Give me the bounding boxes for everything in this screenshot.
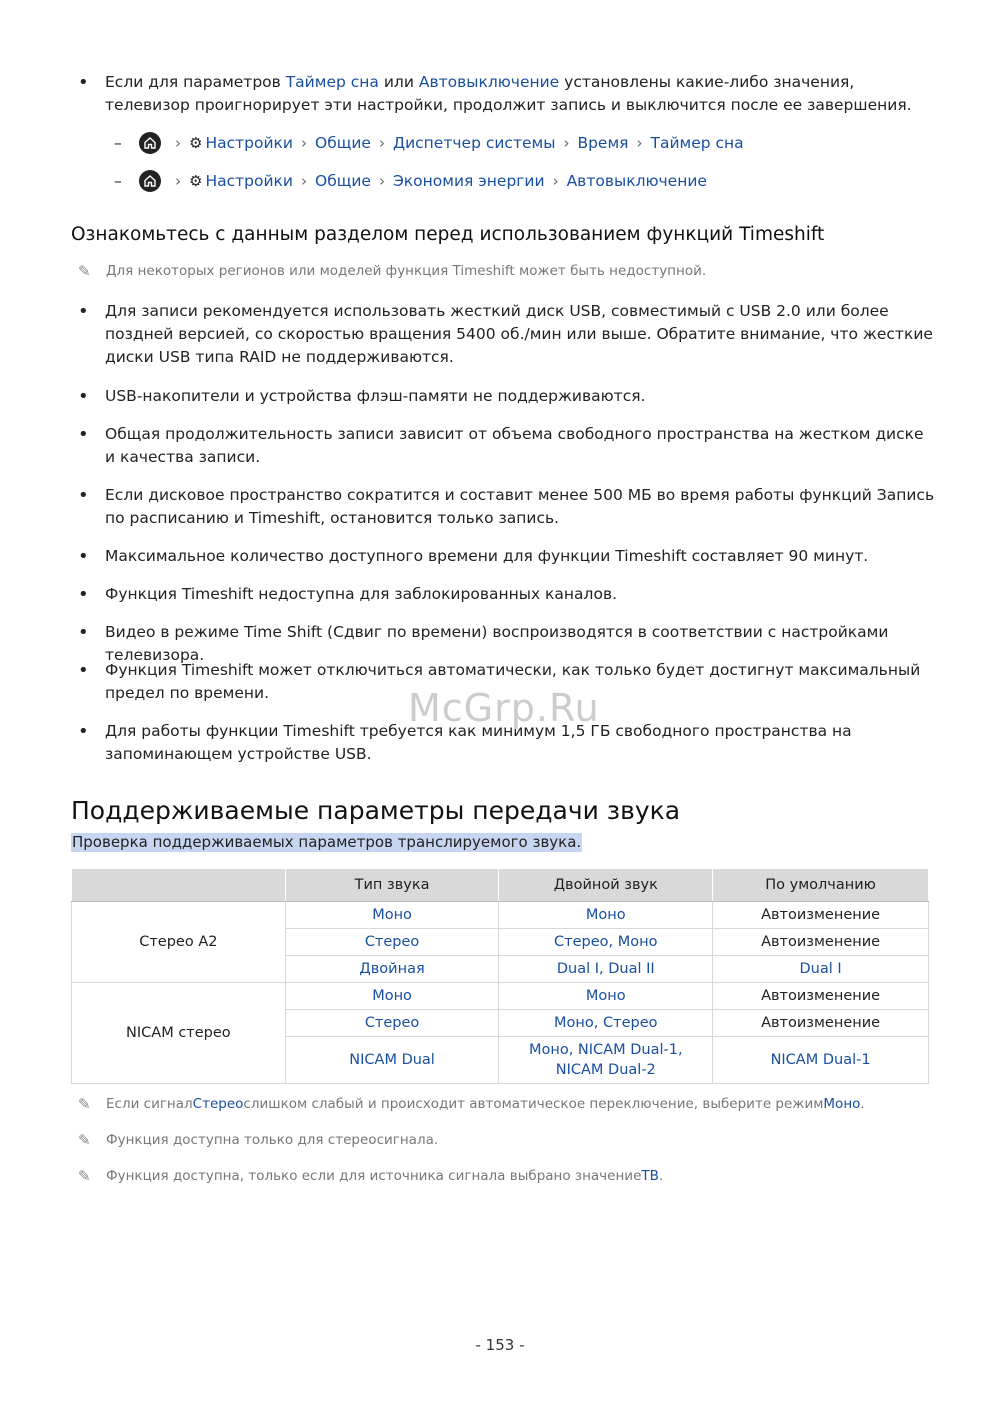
- cell-type: Стерео: [285, 1010, 499, 1037]
- cell-dual: Моно: [499, 902, 713, 929]
- tv-term: ТВ: [641, 1168, 659, 1184]
- stereo-term: Стерео: [192, 1096, 244, 1112]
- note-text: Если сигнал: [106, 1096, 193, 1112]
- intro-text-pre: Если для параметров: [105, 73, 286, 91]
- header-dual-sound: Двойной звук: [499, 869, 713, 902]
- cell-default: Автоизменение: [713, 902, 929, 929]
- table-row: [72, 902, 929, 929]
- cell-dual: Моно: [499, 983, 713, 1010]
- timeshift-note: [78, 262, 706, 280]
- chevron-right-icon: ›: [175, 172, 181, 190]
- home-icon: [139, 132, 161, 154]
- menu-path-auto-off: [114, 169, 707, 193]
- cell-type: Стерео: [285, 929, 499, 956]
- note-text: Функция доступна, только если для источника сигнала выбрано значение: [106, 1168, 642, 1184]
- intro-list: [78, 71, 938, 117]
- sleep-timer-term: Таймер сна: [285, 73, 379, 91]
- cell-default: Автоизменение: [713, 1010, 929, 1037]
- page-number: - 153 -: [475, 1336, 525, 1354]
- chevron-right-icon: ›: [175, 134, 181, 152]
- list-item: • Для записи рекомендуется использовать жесткий диск USB, совместимый с USB 2.0 или более поздней версией, со скоростью вращения 5400 об./мин или выше. Обратите внимание, что жесткие диски USB типа RAID не поддерживаются.: [78, 300, 938, 369]
- path-item-general: Общие: [315, 172, 371, 190]
- group-a2-stereo: Стерео A2: [72, 902, 286, 983]
- path-item-settings: Настройки: [205, 134, 293, 152]
- path-item-time: Время: [577, 134, 629, 152]
- note-stereo-only: [78, 1131, 438, 1149]
- list-item: • Функция Timeshift недоступна для заблокированных каналов.: [78, 583, 938, 606]
- table-row: [72, 983, 929, 1010]
- gear-icon: ⚙: [189, 172, 203, 190]
- note-tv-source: [78, 1167, 663, 1185]
- cell-dual: Dual I, Dual II: [499, 956, 713, 983]
- cell-type: NICAM Dual: [285, 1037, 499, 1084]
- header-empty: [72, 869, 286, 902]
- pencil-icon: ✎: [78, 1095, 91, 1113]
- mono-term: Моно: [823, 1096, 861, 1112]
- cell-type: Моно: [285, 902, 499, 929]
- path-item-auto-off: Автовыключение: [566, 172, 707, 190]
- cell-dual-line1: Моно, NICAM Dual-1,: [528, 1042, 683, 1058]
- cell-dual: Моно, Стерео: [499, 1010, 713, 1037]
- cell-dual-line2: NICAM Dual-2: [555, 1062, 656, 1078]
- list-item: • Функция Timeshift может отключиться автоматически, как только будет достигнут максимальный предел по времени.: [78, 659, 938, 705]
- chevron-right-icon: ›: [301, 172, 307, 190]
- cell-default: Автоизменение: [713, 983, 929, 1010]
- intro-text-mid: или: [378, 73, 419, 91]
- watermark: McGrp.Ru: [408, 686, 600, 730]
- path-item-eco: Экономия энергии: [392, 172, 545, 190]
- note-text: .: [658, 1168, 664, 1184]
- timeshift-note-text: Для некоторых регионов или моделей функция Timeshift может быть недоступной.: [106, 263, 707, 279]
- table-header-row: [72, 869, 929, 902]
- note-text: слишком слабый и происходит автоматическое переключение, выберите режим: [243, 1096, 824, 1112]
- path-item-sleep-timer: Таймер сна: [650, 134, 744, 152]
- note-text: .: [860, 1096, 865, 1112]
- list-item: • Для работы функции Timeshift требуется как минимум 1,5 ГБ свободного пространства на запоминающем устройстве USB.: [78, 720, 938, 766]
- home-icon: [139, 170, 161, 192]
- path-dash: –: [114, 134, 122, 152]
- header-sound-type: Тип звука: [285, 869, 499, 902]
- chevron-right-icon: ›: [378, 134, 385, 152]
- path-item-system-manager: Диспетчер системы: [392, 134, 556, 152]
- menu-path-sleep-timer: [114, 131, 744, 155]
- gear-icon: ⚙: [189, 134, 203, 152]
- intro-bullet: [78, 71, 938, 117]
- list-item: • Видео в режиме Time Shift (Сдвиг по времени) воспроизводятся в соответствии с настройками телевизора.: [78, 621, 938, 667]
- list-item: • Общая продолжительность записи зависит от объема свободного пространства на жестком диске и качества записи.: [78, 423, 938, 469]
- chevron-right-icon: ›: [563, 134, 570, 152]
- note-text: Функция доступна только для стереосигнала.: [106, 1132, 439, 1148]
- list-item: • USB-накопители и устройства флэш-памяти не поддерживаются.: [78, 385, 938, 408]
- header-default: По умолчанию: [713, 869, 929, 902]
- path-item-settings: Настройки: [205, 172, 293, 190]
- cell-type: Двойная: [285, 956, 499, 983]
- cell-default: Dual I: [713, 956, 929, 983]
- chevron-right-icon: ›: [552, 172, 559, 190]
- group-nicam-stereo: NICAM стерео: [72, 983, 286, 1084]
- list-item: • Максимальное количество доступного времени для функции Timeshift составляет 90 минут.: [78, 545, 938, 568]
- cell-dual: Стерео, Моно: [499, 929, 713, 956]
- sound-heading: Поддерживаемые параметры передачи звука: [71, 796, 681, 825]
- cell-default: NICAM Dual-1: [713, 1037, 929, 1084]
- note-stereo-weak: [78, 1095, 865, 1113]
- chevron-right-icon: ›: [636, 134, 643, 152]
- path-item-general: Общие: [315, 134, 371, 152]
- path-dash: –: [114, 172, 122, 190]
- cell-type: Моно: [285, 983, 499, 1010]
- sound-table: [71, 868, 929, 1084]
- pencil-icon: ✎: [78, 1131, 91, 1149]
- cell-default: Автоизменение: [713, 929, 929, 956]
- list-item: • Если дисковое пространство сократится и составит менее 500 МБ во время работы функций Запись по расписанию и Timeshift, остановится только запись.: [78, 484, 938, 530]
- auto-power-off-term: Автовыключение: [418, 73, 560, 91]
- timeshift-heading: Ознакомьтесь с данным разделом перед использованием функций Timeshift: [71, 224, 825, 245]
- chevron-right-icon: ›: [378, 172, 385, 190]
- pencil-icon: ✎: [78, 1167, 91, 1185]
- pencil-icon: ✎: [78, 262, 91, 280]
- chevron-right-icon: ›: [301, 134, 307, 152]
- cell-dual: [499, 1037, 713, 1084]
- sound-subtitle: Проверка поддерживаемых параметров транслируемого звука.: [72, 833, 582, 851]
- intro-text-post: установлены какие-либо значения, телевизор проигнорирует эти настройки, продолжит запись и выключится после ее завершения.: [105, 73, 912, 114]
